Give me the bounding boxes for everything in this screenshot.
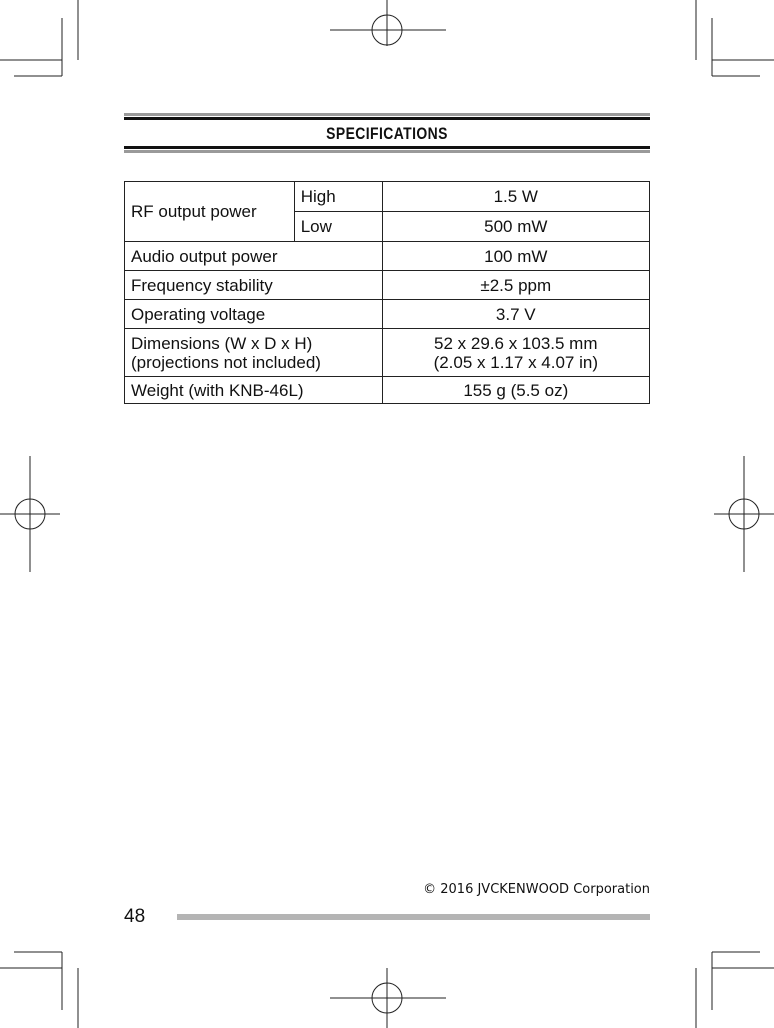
table-row	[125, 377, 650, 404]
dimensions-value	[382, 329, 649, 377]
table-row	[125, 242, 650, 271]
header-bottom-rule	[124, 146, 650, 149]
dimensions-value-line1: 52 x 29.6 x 103.5 mm	[434, 333, 598, 353]
header-top-rule-gray	[124, 113, 650, 116]
dimensions-label-line2: (projections not included)	[131, 352, 321, 372]
rf-high-label: High	[294, 182, 382, 212]
operating-voltage-value: 3.7 V	[382, 300, 649, 329]
copyright-notice: © 2016 JVCKENWOOD Corporation	[423, 882, 650, 897]
weight-value: 155 g (5.5 oz)	[382, 377, 649, 404]
dimensions-value-line2: (2.05 x 1.17 x 4.07 in)	[433, 352, 598, 372]
frequency-stability-value: ±2.5 ppm	[382, 271, 649, 300]
table-row	[125, 182, 650, 212]
rf-output-power-label: RF output power	[125, 182, 295, 242]
page-number: 48	[124, 906, 146, 927]
weight-label: Weight (with KNB-46L)	[125, 377, 383, 404]
specifications-table	[124, 181, 650, 404]
table-row	[125, 329, 650, 377]
rf-low-label: Low	[294, 212, 382, 242]
table-row	[125, 271, 650, 300]
section-title: SPECIFICATIONS	[326, 124, 448, 143]
section-header	[124, 113, 650, 153]
dimensions-label	[125, 329, 383, 377]
operating-voltage-label: Operating voltage	[125, 300, 383, 329]
header-bottom-rule-gray	[124, 150, 650, 153]
rf-low-value: 500 mW	[382, 212, 649, 242]
rf-high-value: 1.5 W	[382, 182, 649, 212]
audio-output-power-label: Audio output power	[125, 242, 383, 271]
frequency-stability-label: Frequency stability	[125, 271, 383, 300]
dimensions-label-line1: Dimensions (W x D x H)	[131, 333, 313, 353]
page-footer-bar	[177, 914, 650, 920]
header-top-rule	[124, 117, 650, 120]
table-row	[125, 300, 650, 329]
audio-output-power-value: 100 mW	[382, 242, 649, 271]
